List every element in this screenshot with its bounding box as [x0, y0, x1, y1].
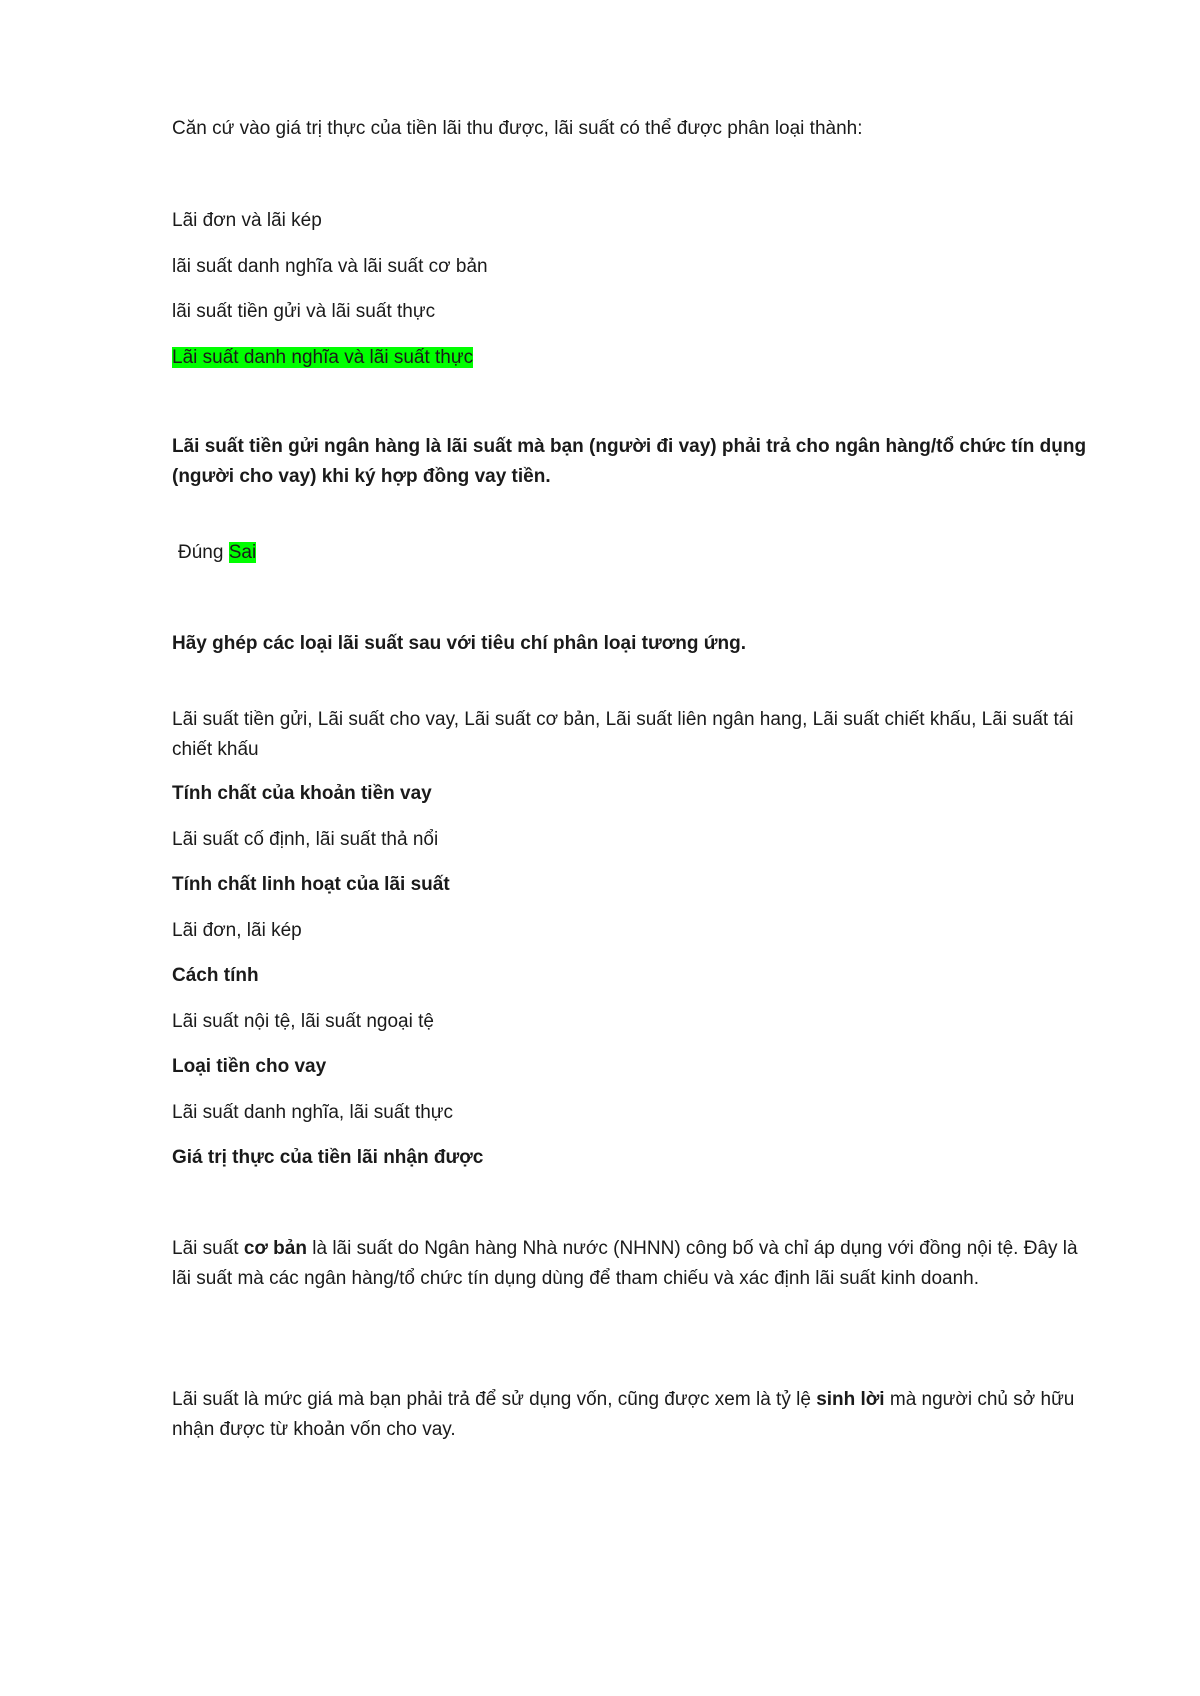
q3-question: Hãy ghép các loại lãi suất sau với tiêu chí phân loại tương ứng. [172, 633, 746, 654]
q1-option-1: Lãi đơn và lãi kép [172, 210, 322, 231]
p4-bold-term: cơ bản [243, 1238, 307, 1259]
paragraph-interest-definition [172, 1385, 1092, 1445]
q1-option-4-highlight: Lãi suất danh nghĩa và lãi suất thực [172, 347, 474, 368]
q3-criterion-1: Tính chất của khoản tiền vay [172, 783, 432, 804]
q3-criterion-5: Giá trị thực của tiền lãi nhận được [172, 1147, 484, 1168]
q1-option-2: lãi suất danh nghĩa và lãi suất cơ bản [172, 256, 488, 277]
q3-criterion-4: Loại tiền cho vay [172, 1056, 327, 1077]
q2-question: Lãi suất tiền gửi ngân hàng là lãi suất mà bạn (người đi vay) phải trả cho ngân hàng/tổ chức tín dụng (người cho vay) khi ký hợp đồng vay tiền. [172, 436, 1087, 487]
p5-bold-term: sinh lời [816, 1389, 885, 1410]
p4-text-end: là lãi suất do Ngân hàng Nhà nước (NHNN) công bố và chỉ áp dụng với đồng nội tệ. Đây là lãi suất mà các ngân hàng/tổ chức tín dụng dùng để tham chiếu và xác định lãi suất kinh doanh. [172, 1238, 1078, 1289]
q3-criterion-2: Tính chất linh hoạt của lãi suất [172, 874, 450, 895]
q1-question: Căn cứ vào giá trị thực của tiền lãi thu được, lãi suất có thể được phân loại thành: [172, 118, 863, 139]
q3-list: Lãi suất tiền gửi, Lãi suất cho vay, Lãi suất cơ bản, Lãi suất liên ngân hang, Lãi suất chiết khấu, Lãi suất tái chiết khấu [172, 709, 1074, 760]
q3-answer-4: Lãi suất danh nghĩa, lãi suất thực [172, 1102, 454, 1123]
p5-text-start: Lãi suất là mức giá mà bạn phải trả để sử dụng vốn, cũng được xem là tỷ lệ [172, 1389, 817, 1410]
q3-criterion-3: Cách tính [172, 965, 259, 986]
q3-answer-2: Lãi đơn, lãi kép [172, 920, 302, 941]
p5-text-end: mà người chủ sở hữu nhận được từ khoản vốn cho vay. [172, 1389, 1075, 1440]
q2-options [178, 538, 1098, 568]
q3-answer-1: Lãi suất cố định, lãi suất thả nổi [172, 829, 439, 850]
q2-option-false-correct: Sai [228, 542, 257, 563]
q2-option-true: Đúng [178, 542, 224, 563]
p4-text-start: Lãi suất [172, 1238, 244, 1259]
paragraph-basic-rate [172, 1234, 1092, 1294]
q3-answer-3: Lãi suất nội tệ, lãi suất ngoại tệ [172, 1011, 434, 1032]
q1-option-4-correct [172, 343, 1092, 373]
q1-option-3: lãi suất tiền gửi và lãi suất thực [172, 301, 436, 322]
